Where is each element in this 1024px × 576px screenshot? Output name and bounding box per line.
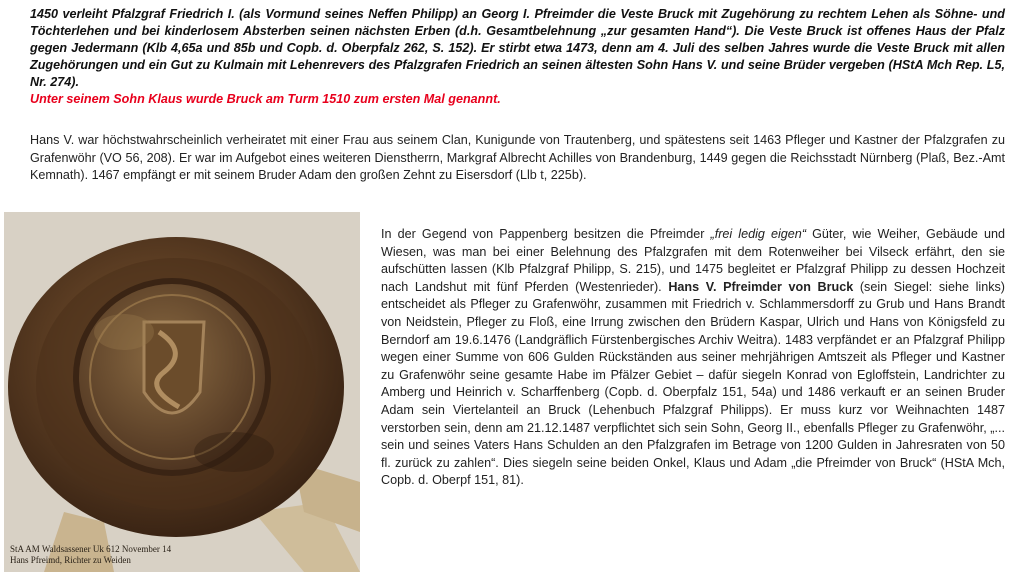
frei-ledig-eigen-quote: „frei ledig eigen“ (710, 227, 807, 241)
wax-seal-photo (4, 212, 360, 572)
wax-seal-image (4, 212, 360, 572)
top-paragraph (30, 6, 1005, 108)
top-paragraph-text: 1450 verleiht Pfalzgraf Friedrich I. (als Vormund seines Neffen Philipp) an Georg I. Pfreimder die Veste Bruck mit Zugehörung zu rechtem Lehen als Söhne- und Töchterlehen und bei kinderlosem Absterben seinen nächsten Erben (d.h. Gesamtbelehnung „zur gesamten Hand“). Die Veste Bruck ist offenes Haus der Pfalz gegen Jedermann (Klb 4,65a und 85b und Copb. d. Oberpfalz 262, S. 152). Er stirbt etwa 1473, denn am 4. Juli des selben Jahres wurde die Veste Bruck mit allen Zugehörungen und ein Gut zu Kulmain mit Lehenrevers des Pfalzgrafen Friedrich an seinen ältesten Sohn Hans V. und seine Brüder vergeben (HStA Mch Rep. L5, Nr. 274). (30, 7, 1005, 89)
third-paragraph-part-1: In der Gegend von Pappenberg besitzen die Pfreimder (381, 227, 711, 241)
third-paragraph (381, 226, 1005, 490)
seal-caption (10, 544, 171, 565)
third-paragraph-part-3: (sein Siegel: siehe links) entscheidet als Pfleger zu Grafenwöhr, zusammen mit Friedrich v. Schlammersdorff zu Grub und Hans Brandt von Neidstein, Pfleger zu Floß, eine Irrung zwischen den Brüdern Kaspar, Ulrich und Hans von Königsfeld zu Berndorf am 19.6.1476 (Landgräflich Fürstenbergisches Archiv Weitra). 1483 verpfändet er an Pfalzgraf Philipp wegen einer Summe von 606 Gulden Rückständen aus seiner mehrjährigen Amtszeit als Pfleger und Kastner zu Grafenwöhr seine gesamte Habe im Pfälzer Gebiet – dafür siegeln Konrad von Egloffstein, Landrichter zu Amberg und Heinrich v. Scharffenberg (Copb. d. Oberpfalz 151, 54a) und 1486 verkauft er an seinen Bruder Adam sein Viertelanteil an Bruck (Lehenbuch Pfalzgraf Philipps). Er muss kurz vor Weihnachten 1487 verstorben sein, denn am 21.12.1487 verpflichtet sich sein Sohn, Georg II., ebenfalls Pfleger zu Grafenwöhr, „... sein und seines Vaters Hans Schulden an den Pfalzgrafen im Betrage von 1200 Gulden in Jahresraten von 50 fl. zurück zu zahlen“. Dies siegeln seine beiden Onkel, Klaus und Adam „die Pfreimder von Bruck“ (HStA Mch, Copb. d. Oberpf 151, 81). (381, 279, 1005, 488)
hans-v-name: Hans V. Pfreimder von Bruck (668, 279, 854, 294)
red-highlight-line: Unter seinem Sohn Klaus wurde Bruck am Turm 1510 zum ersten Mal genannt. (30, 92, 501, 106)
second-paragraph: Hans V. war höchstwahrscheinlich verheiratet mit einer Frau aus seinem Clan, Kunigunde von Trautenberg, und spätestens seit 1463 Pfleger und Kastner der Pfalzgrafen zu Grafenwöhr (VO 56, 208). Er war im Aufgebot eines weiteren Dienstherrn, Markgraf Albrecht Achilles von Brandenburg, 1449 gegen die Reichsstadt Nürnberg (Plaß, Bez.-Amt Kemnath). 1467 empfängt er mit seinem Bruder Adam den großen Zehnt zu Eisersdorf (Llb t, 225b). (30, 133, 1005, 182)
seal-caption-line-2: Hans Pfreimd, Richter zu Weiden (10, 554, 131, 565)
seal-caption-line-1: StA AM Waldsassener Uk 612 November 14 (10, 544, 172, 554)
third-paragraph-part-2: Güter, wie Weiher, Gebäude und Wiesen, was man bei einer Belehnung des Pfalzgrafen mit dem Rotenweiher bei Vilseck erfährt, den sie aufschütten lassen (Klb Pfalzgraf Philipp, S. 215), und 1475 begleitet er Pfalzgraf Philipp zu dessen Hochzeit nach Landshut mit fünf Pferden (Westenrieder). (381, 227, 1005, 294)
